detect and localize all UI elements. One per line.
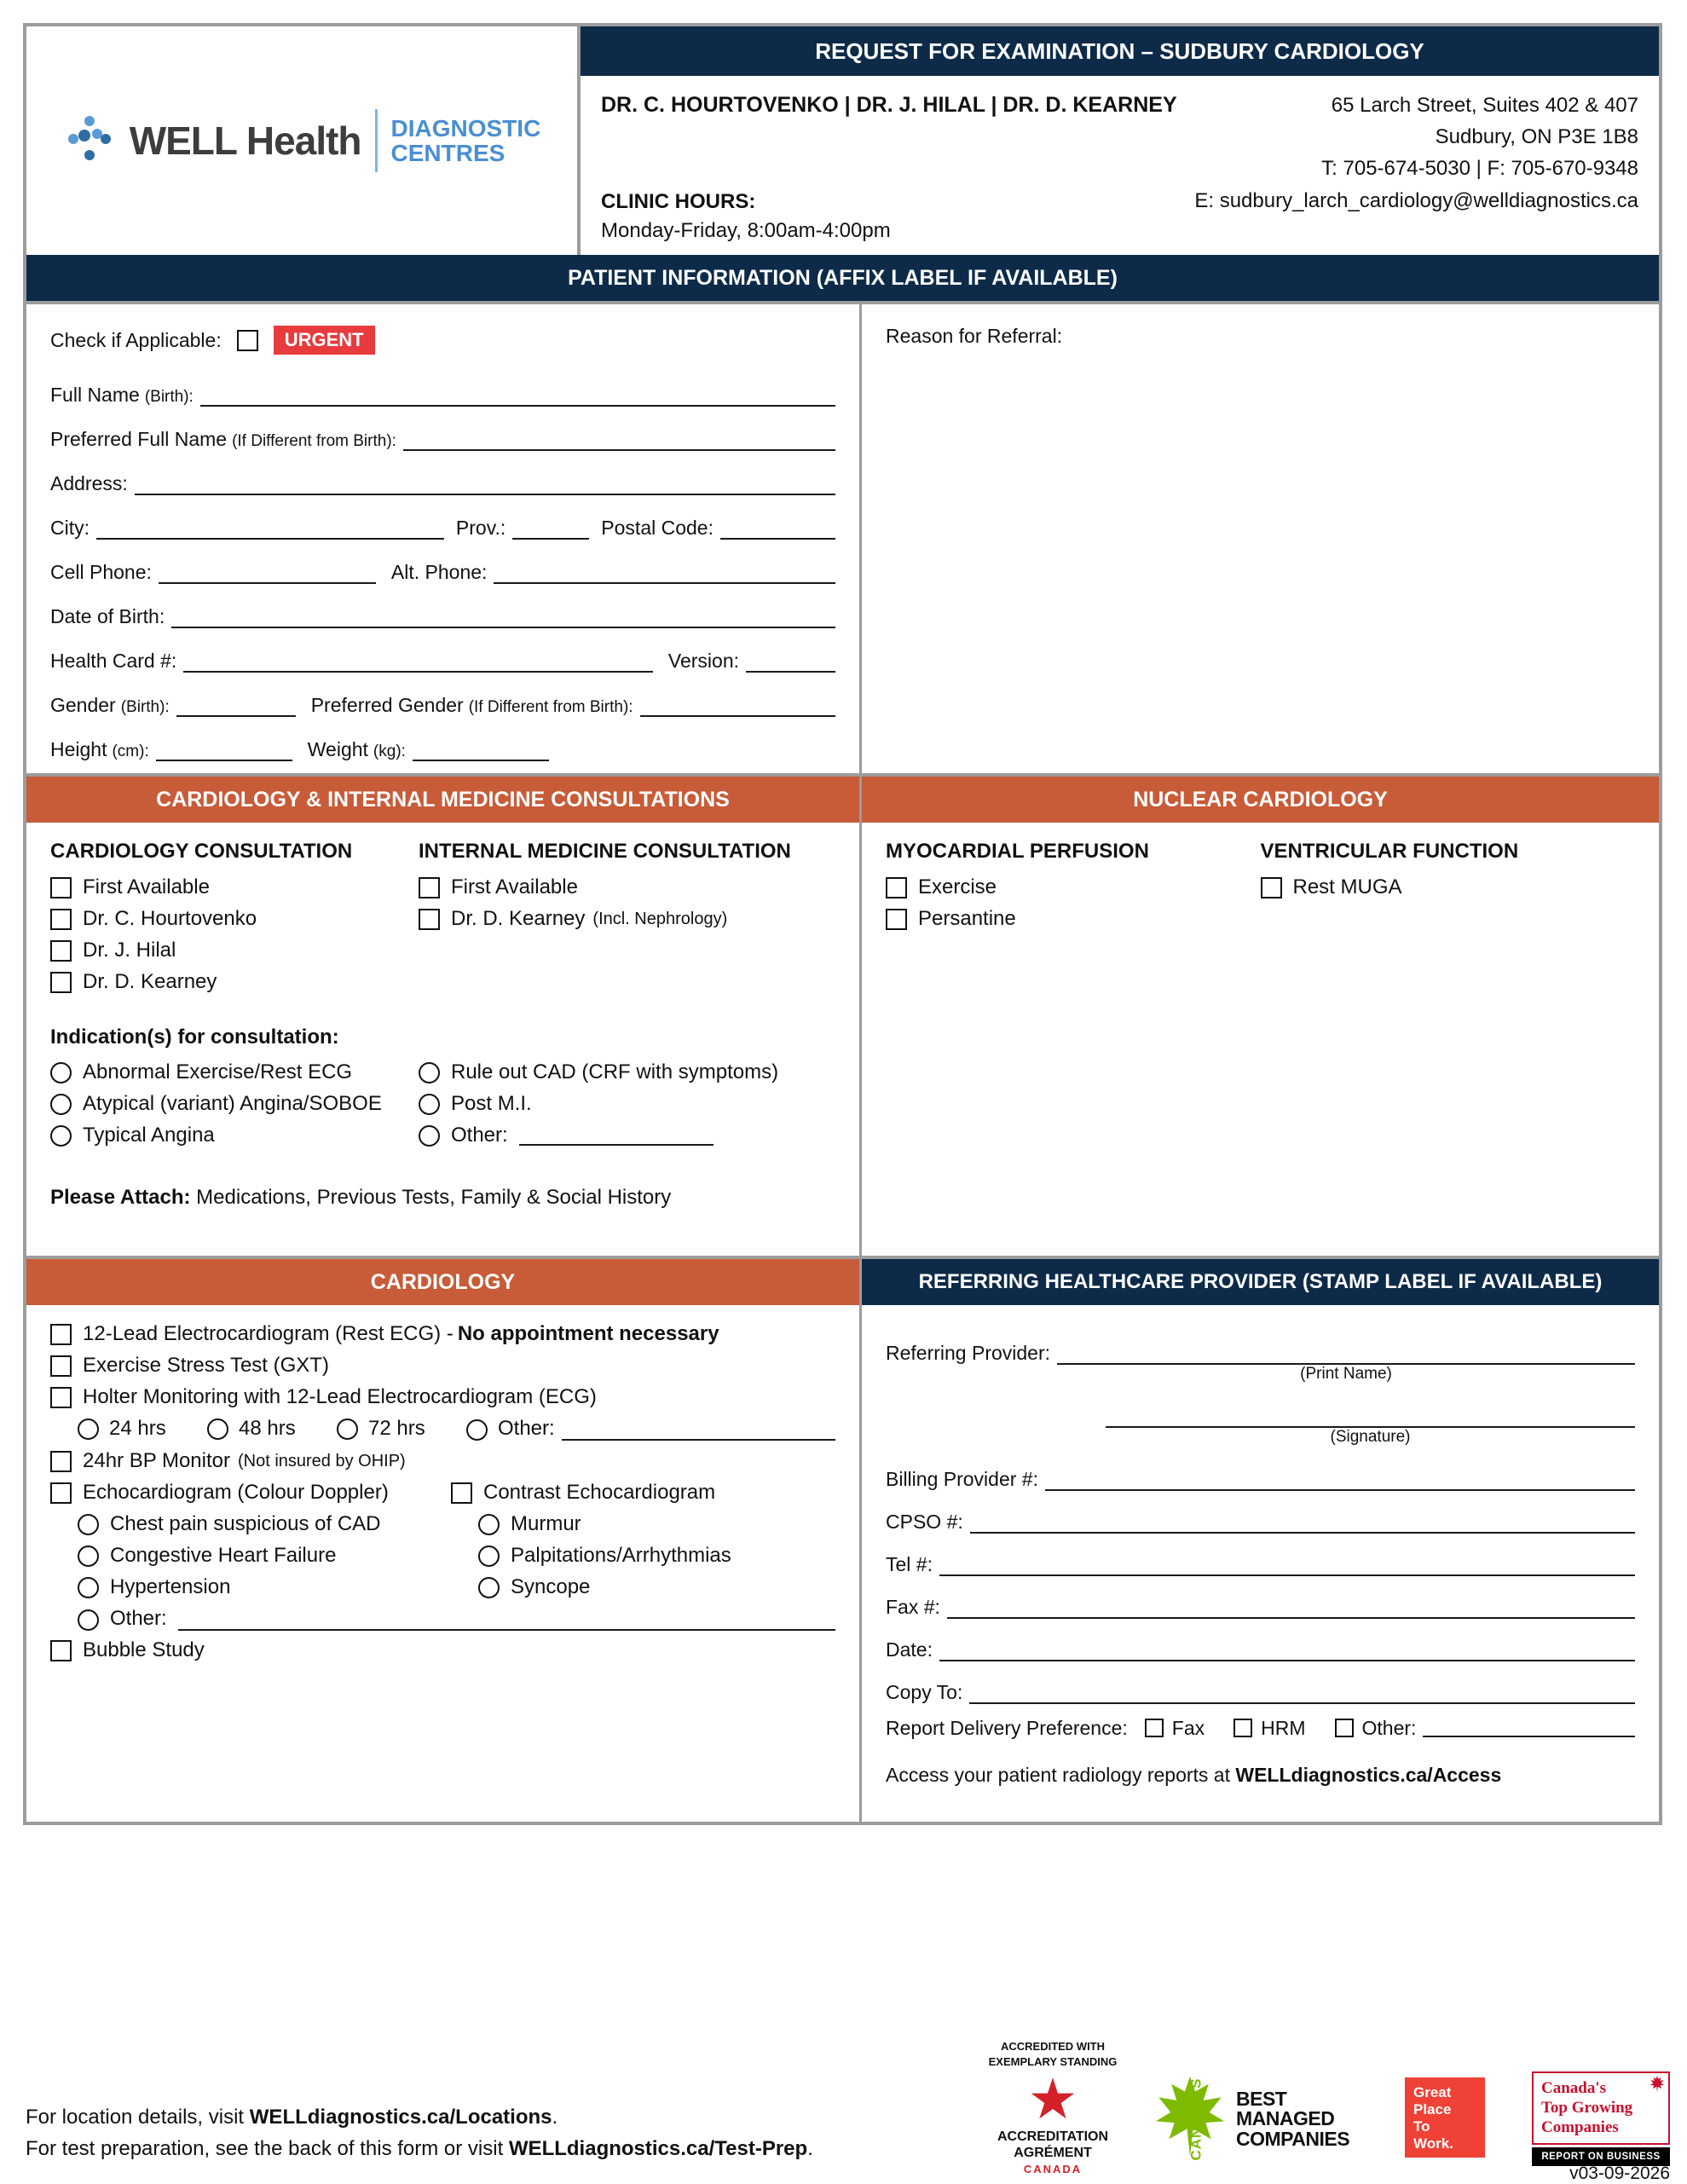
24hrs-radio[interactable] [78, 1418, 99, 1440]
address-line[interactable] [135, 471, 835, 495]
accreditation-star-icon: ★ [1027, 2067, 1078, 2131]
consultations-header: CARDIOLOGY & INTERNAL MEDICINE CONSULTATIONS [26, 777, 859, 823]
health-card-row: Health Card #: Version: [50, 628, 835, 673]
delivery-hrm-checkbox[interactable] [1233, 1719, 1252, 1737]
referring-provider-cell [862, 1259, 1659, 1822]
delivery-fax-checkbox[interactable] [1145, 1719, 1164, 1737]
gender-line[interactable] [176, 693, 296, 717]
bubble-study-checkbox[interactable] [50, 1640, 72, 1661]
48hrs-radio[interactable] [207, 1418, 228, 1440]
test-option[interactable]: Holter Monitoring with 12-Lead Electrocardiogram (ECG) [50, 1385, 835, 1409]
request-form [23, 23, 1662, 1825]
report-on-business-badge: REPORT ON BUSINESS [1532, 2147, 1670, 2166]
cardiology-cell [26, 1259, 862, 1822]
consult-option[interactable]: First Available [50, 875, 419, 899]
syncope-radio[interactable] [478, 1577, 500, 1598]
indication-option[interactable]: Other: [419, 1124, 835, 1147]
header-right [581, 26, 1659, 255]
top-growing-companies-logo: Canada's Top Growing Companies REPORT ON BUSINESS [1532, 2071, 1670, 2166]
indication-option[interactable]: Atypical (variant) Angina/SOBOE [50, 1092, 419, 1116]
cardiology-consultation-col [50, 840, 419, 1002]
holter-duration-option[interactable]: 72 hrs [337, 1417, 466, 1441]
referral-reason-cell [862, 304, 1659, 773]
copy-to-row: Copy To: [886, 1661, 1635, 1704]
murmur-radio[interactable] [478, 1514, 500, 1535]
atypical-angina-radio[interactable] [50, 1094, 72, 1115]
form-title: REQUEST FOR EXAMINATION – SUDBURY CARDIOLOGY [581, 26, 1659, 76]
typical-angina-radio[interactable] [50, 1125, 72, 1147]
clinic-hours-label: CLINIC HOURS: [601, 190, 756, 213]
test-option[interactable]: 12-Lead Electrocardiogram (Rest ECG) - No appointment necessary [50, 1322, 835, 1346]
address-line-2: Sudbury, ON P3E 1B8 [1435, 125, 1638, 149]
well-health-dots-icon [63, 113, 116, 170]
form-header [26, 26, 1659, 255]
billing-provider-line[interactable] [1045, 1467, 1635, 1491]
dob-line[interactable] [171, 604, 835, 628]
nuclear-cardiology-cell [862, 777, 1659, 1256]
im-first-available-checkbox[interactable] [419, 877, 440, 898]
indications-right-col [419, 1060, 835, 1155]
patient-fields [26, 304, 862, 773]
full-name-line[interactable] [200, 383, 835, 407]
stress-test-checkbox[interactable] [50, 1355, 72, 1377]
cell-phone-line[interactable] [159, 560, 376, 584]
please-attach-row: Please Attach: Medications, Previous Tests, Family & Social History [50, 1186, 672, 1209]
abnormal-ecg-radio[interactable] [50, 1062, 72, 1083]
clinic-hours-value: Monday-Friday, 8:00am-4:00pm [601, 219, 891, 242]
tel-row: Tel #: [886, 1534, 1635, 1576]
phone-line: T: 705-674-5030 | F: 705-670-9348 [1321, 157, 1638, 181]
dr-hilal-checkbox[interactable] [50, 940, 72, 962]
echo-other-radio[interactable] [78, 1609, 99, 1631]
consult-option[interactable]: Dr. C. Hourtovenko [50, 907, 419, 931]
signature-row [886, 1385, 1635, 1446]
nuclear-option[interactable]: Persantine [886, 907, 1261, 931]
cpso-line[interactable] [970, 1510, 1635, 1534]
echo-indication-option[interactable]: Hypertension [78, 1575, 451, 1599]
post-mi-radio[interactable] [419, 1094, 440, 1115]
consultations-body [26, 823, 859, 1227]
clinic-hours-block [601, 190, 1177, 243]
myocardial-perfusion-col [886, 840, 1261, 939]
echocardiogram-checkbox[interactable] [50, 1482, 72, 1504]
reason-for-referral-label: Reason for Referral: [886, 325, 1063, 347]
alt-phone-line[interactable] [494, 560, 835, 584]
dr-kearney-checkbox[interactable] [50, 972, 72, 993]
signature-caption: (Signature) [1330, 1428, 1411, 1446]
gender-row: Gender (Birth): Preferred Gender (If Different from Birth): [50, 673, 835, 717]
postal-code-line[interactable] [720, 516, 835, 540]
patient-info-body [26, 301, 1659, 773]
delivery-other-line[interactable] [1423, 1719, 1635, 1737]
echo-other-line[interactable] [178, 1610, 835, 1631]
myocardial-perfusion-heading: MYOCARDIAL PERFUSION [886, 840, 1149, 863]
persantine-checkbox[interactable] [886, 909, 907, 930]
address-line-1: 65 Larch Street, Suites 402 & 407 [1331, 94, 1638, 117]
bp-monitor-checkbox[interactable] [50, 1451, 72, 1472]
palpitations-radio[interactable] [478, 1546, 500, 1567]
cardiology-section [26, 1256, 1659, 1822]
email-line: E: sudbury_larch_cardiology@welldiagnostics.ca [1194, 188, 1638, 212]
address-row: Address: [50, 451, 835, 495]
well-health-logo [63, 109, 541, 172]
consult-option[interactable]: Dr. D. Kearney [50, 970, 419, 994]
consult-option[interactable]: Dr. J. Hilal [50, 939, 419, 962]
doctors-line: DR. C. HOURTOVENKO | DR. J. HILAL | DR. D. KEARNEY [601, 93, 1177, 117]
hypertension-radio[interactable] [78, 1577, 99, 1598]
fax-line[interactable] [947, 1595, 1635, 1619]
prov-line[interactable] [512, 516, 589, 540]
referring-provider-row: Referring Provider: (Print Name) [886, 1322, 1635, 1365]
rest-ecg-checkbox[interactable] [50, 1324, 72, 1345]
cpso-row: CPSO #: [886, 1491, 1635, 1534]
city-line[interactable] [96, 516, 444, 540]
patient-info-header: PATIENT INFORMATION (AFFIX LABEL IF AVAILABLE) [26, 255, 1659, 301]
nuclear-cardiology-header: NUCLEAR CARDIOLOGY [862, 777, 1659, 823]
date-line[interactable] [939, 1638, 1635, 1661]
height-weight-row: Height (cm): Weight (kg): [50, 717, 835, 761]
full-name-row: Full Name (Birth): [50, 362, 835, 407]
footer-links [26, 2101, 813, 2164]
dob-row: Date of Birth: [50, 584, 835, 628]
consult-option[interactable]: Dr. D. Kearney (Incl. Nephrology) [419, 907, 835, 931]
division-name: DIAGNOSTIC CENTRES [390, 114, 541, 166]
cardiology-body [26, 1305, 859, 1687]
brand-name: WELL Health [129, 118, 361, 163]
fax-row: Fax #: [886, 1576, 1635, 1619]
red-maple-leaf-icon [1649, 2076, 1665, 2099]
holter-duration-option[interactable]: 48 hrs [207, 1417, 337, 1441]
dr-hourtovenko-checkbox[interactable] [50, 909, 72, 930]
copy-to-line[interactable] [969, 1680, 1635, 1704]
test-prep-line: For test preparation, see the back of this form or visit WELLdiagnostics.ca/Test-Prep. [26, 2137, 813, 2161]
delivery-other-checkbox[interactable] [1335, 1719, 1354, 1737]
version-line[interactable] [746, 649, 835, 673]
exercise-checkbox[interactable] [886, 877, 907, 898]
preferred-name-row: Preferred Full Name (If Different from Birth): [50, 407, 835, 451]
indication-other-line[interactable] [519, 1125, 714, 1146]
clinic-address [1194, 90, 1638, 243]
internal-medicine-heading: INTERNAL MEDICINE CONSULTATION [419, 840, 791, 863]
test-option[interactable]: Echocardiogram (Colour Doppler) [50, 1481, 451, 1505]
nuclear-option[interactable]: Rest MUGA [1261, 875, 1636, 899]
72hrs-radio[interactable] [337, 1418, 358, 1440]
weight-line[interactable] [413, 737, 549, 761]
holter-other-option[interactable]: Other: [466, 1417, 835, 1441]
print-name-caption: (Print Name) [1300, 1365, 1392, 1383]
holter-duration-option[interactable]: 24 hrs [78, 1417, 207, 1441]
referring-provider-body [862, 1305, 1659, 1804]
nuclear-cardiology-body [862, 823, 1659, 956]
echo-other-option[interactable]: Other: [78, 1607, 835, 1631]
indications-left-col [50, 1060, 419, 1155]
height-line[interactable] [156, 737, 292, 761]
contrast-echo-col [451, 1481, 835, 1607]
chf-radio[interactable] [78, 1546, 99, 1567]
consult-option[interactable]: First Available [419, 875, 835, 899]
billing-provider-row: Billing Provider #: [886, 1448, 1635, 1491]
ventricular-function-col [1261, 840, 1636, 939]
phone-row: Cell Phone: Alt. Phone: [50, 540, 835, 584]
first-available-checkbox[interactable] [50, 877, 72, 898]
form-version: v03-09-2026 [1569, 2164, 1670, 2183]
holter-durations [78, 1417, 835, 1441]
best-managed-companies-logo: CANADA'S BEST MANAGED COMPANIES [1153, 2071, 1349, 2167]
access-reports-note: Access your patient radiology reports at WELLdiagnostics.ca/Access [886, 1764, 1502, 1786]
indication-option[interactable]: Rule out CAD (CRF with symptoms) [419, 1060, 835, 1084]
echo-indication-option[interactable]: Congestive Heart Failure [78, 1544, 451, 1568]
tel-line[interactable] [939, 1552, 1635, 1576]
contrast-indication-option[interactable]: Murmur [478, 1512, 835, 1536]
test-option[interactable]: 24hr BP Monitor (Not insured by OHIP) [50, 1449, 835, 1473]
im-dr-kearney-checkbox[interactable] [419, 909, 440, 930]
holter-other-radio[interactable] [466, 1419, 488, 1441]
logo-cell [26, 26, 581, 255]
chest-pain-radio[interactable] [78, 1514, 99, 1535]
urgent-badge: URGENT [274, 326, 375, 355]
referring-provider-header: REFERRING HEALTHCARE PROVIDER (STAMP LABEL IF AVAILABLE) [862, 1259, 1659, 1305]
holter-other-line[interactable] [562, 1420, 835, 1441]
great-place-to-work-logo: Great Place To Work. [1405, 2077, 1485, 2158]
cardiology-header: CARDIOLOGY [26, 1259, 859, 1305]
health-card-line[interactable] [183, 649, 653, 673]
date-row: Date: [886, 1619, 1635, 1661]
contrast-indication-option[interactable]: Palpitations/Arrhythmias [478, 1544, 835, 1568]
test-option[interactable]: Contrast Echocardiogram [451, 1481, 835, 1505]
urgent-row [50, 318, 835, 362]
test-option[interactable]: Exercise Stress Test (GXT) [50, 1354, 835, 1378]
accreditation-canada-logo: ACCREDITED WITH EXEMPLARY STANDING ★ ACCREDITATION AGRÉMENT CANADA [963, 2039, 1142, 2175]
contrast-echo-checkbox[interactable] [451, 1482, 472, 1504]
clinic-info-left [601, 90, 1177, 243]
urgent-checkbox[interactable] [237, 330, 258, 351]
preferred-gender-line[interactable] [640, 693, 835, 717]
indication-option[interactable]: Abnormal Exercise/Rest ECG [50, 1060, 419, 1084]
echo-indication-option[interactable]: Chest pain suspicious of CAD [78, 1512, 451, 1536]
indication-other-radio[interactable] [419, 1125, 440, 1147]
clinic-info [581, 76, 1659, 255]
nuclear-option[interactable]: Exercise [886, 875, 1261, 899]
location-details-line: For location details, visit WELLdiagnostics.ca/Locations. [26, 2106, 558, 2129]
indications-heading: Indication(s) for consultation: [50, 1026, 339, 1049]
test-option[interactable]: Bubble Study [50, 1638, 835, 1662]
contrast-indication-option[interactable]: Syncope [478, 1575, 835, 1599]
cardiology-consultation-heading: CARDIOLOGY CONSULTATION [50, 840, 353, 863]
city-row: City: Prov.: Postal Code: [50, 495, 835, 540]
holter-checkbox[interactable] [50, 1387, 72, 1408]
ventricular-function-heading: VENTRICULAR FUNCTION [1260, 840, 1519, 863]
signature-line[interactable] [1106, 1404, 1635, 1446]
consultations-cell [26, 777, 862, 1256]
indication-option[interactable]: Post M.I. [419, 1092, 835, 1116]
indication-option[interactable]: Typical Angina [50, 1124, 419, 1147]
check-if-applicable-label: Check if Applicable: [50, 328, 222, 351]
preferred-name-line[interactable] [403, 427, 835, 451]
consultations-section [26, 773, 1659, 1256]
internal-medicine-col [419, 840, 835, 1002]
rule-out-cad-radio[interactable] [419, 1062, 440, 1083]
logo-divider [375, 109, 378, 172]
rest-muga-checkbox[interactable] [1261, 877, 1282, 898]
echocardiogram-col [50, 1481, 451, 1607]
report-delivery-row: Report Delivery Preference: Fax HRM Other: [886, 1704, 1635, 1752]
